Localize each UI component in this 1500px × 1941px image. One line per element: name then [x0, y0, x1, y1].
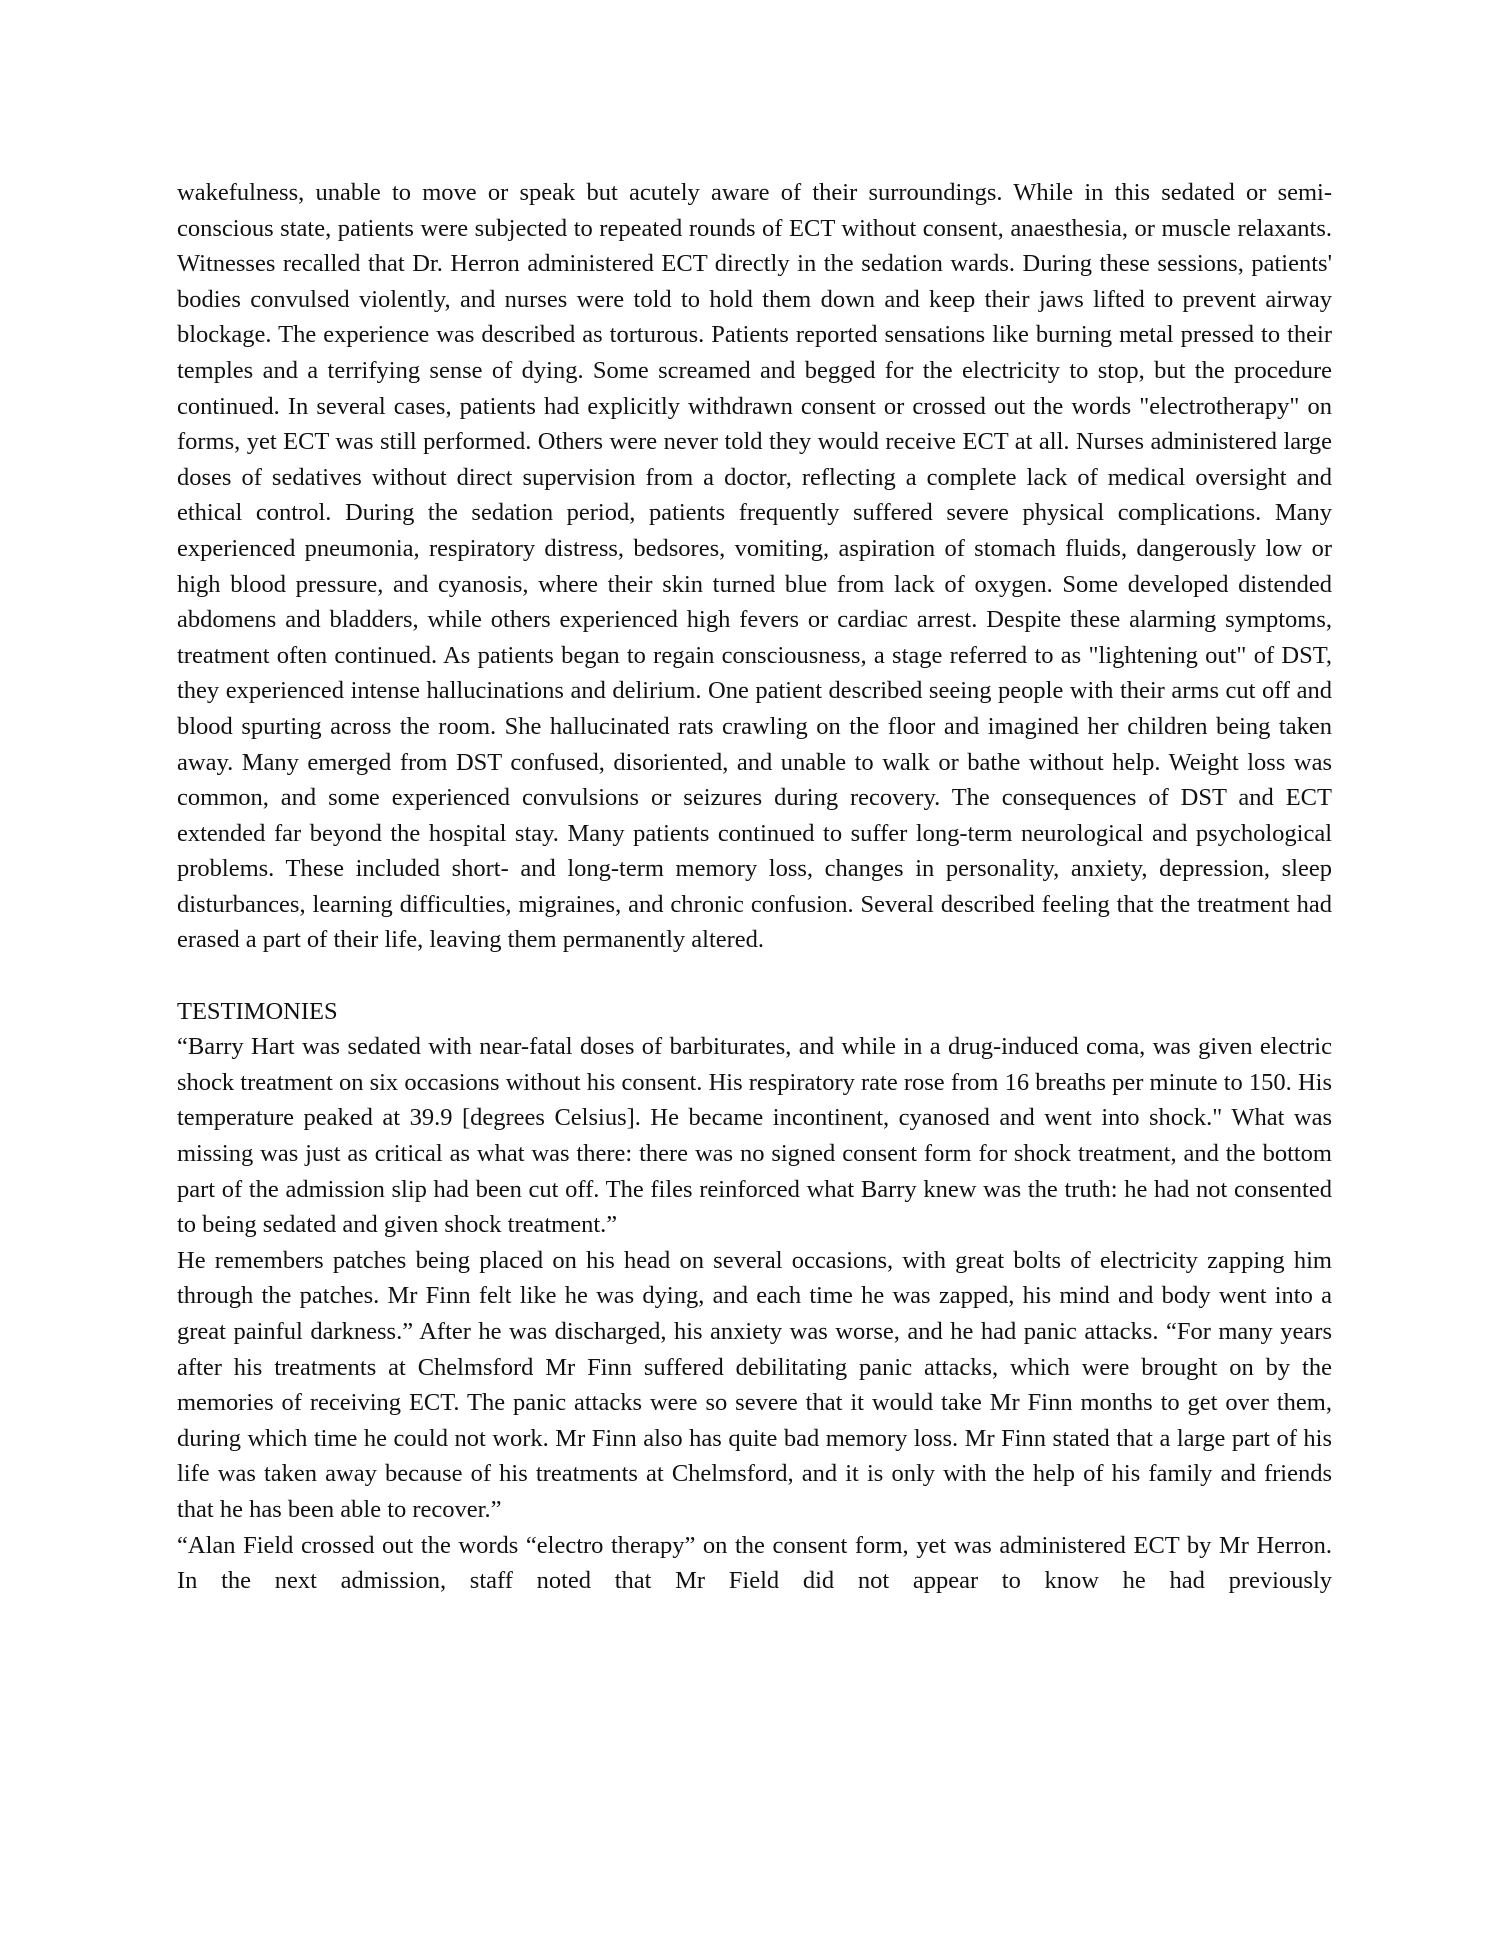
testimony-alan-field: “Alan Field crossed out the words “electro therapy” on the consent form, yet was administered ECT by Mr Herron. In the next admission, staff noted that Mr Field did not appear to know he had previously	[177, 1531, 1332, 1595]
testimony-mr-finn: He remembers patches being placed on his head on several occasions, with great bolts of electricity zapping him through the patches. Mr Finn felt like he was dying, and each time he was zapped, his mind and body went into a great painful darkness.” After he was discharged, his anxiety was worse, and he had panic attacks. “For many years after his treatments at Chelmsford Mr Finn suffered debilitating panic attacks, which were brought on by the memories of receiving ECT. The panic attacks were so severe that it would take Mr Finn months to get over them, during which time he could not work. Mr Finn also has quite bad memory loss. Mr Finn stated that a large part of his life was taken away because of his treatments at Chelmsford, and it is only with the help of his family and friends that he has been able to recover.”	[177, 1246, 1332, 1523]
document-page	[177, 175, 1332, 1599]
testimony-barry-hart: “Barry Hart was sedated with near-fatal doses of barbiturates, and while in a drug-induced coma, was given electric shock treatment on six occasions without his consent. His respiratory rate rose from 16 breaths per minute to 150. His temperature peaked at 39.9 [degrees Celsius]. He became incontinent, cyanosed and went into shock." What was missing was just as critical as what was there: there was no signed consent form for shock treatment, and the bottom part of the admission slip had been cut off. The files reinforced what Barry knew was the truth: he had not consented to being sedated and given shock treatment.”	[177, 1033, 1332, 1239]
body-paragraph: wakefulness, unable to move or speak but acutely aware of their surroundings. While in this sedated or semi-conscious state, patients were subjected to repeated rounds of ECT without consent, anaesthesia, or muscle relaxants. Witnesses recalled that Dr. Herron administered ECT directly in the sedation wards. During these sessions, patients' bodies convulsed violently, and nurses were told to hold them down and keep their jaws lifted to prevent airway blockage. The experience was described as torturous. Patients reported sensations like burning metal pressed to their temples and a terrifying sense of dying. Some screamed and begged for the electricity to stop, but the procedure continued. In several cases, patients had explicitly withdrawn consent or crossed out the words "electrotherapy" on forms, yet ECT was still performed. Others were never told they would receive ECT at all. Nurses administered large doses of sedatives without direct supervision from a doctor, reflecting a complete lack of medical oversight and ethical control. During the sedation period, patients frequently suffered severe physical complications. Many experienced pneumonia, respiratory distress, bedsores, vomiting, aspiration of stomach fluids, dangerously low or high blood pressure, and cyanosis, where their skin turned blue from lack of oxygen. Some developed distended abdomens and bladders, while others experienced high fevers or cardiac arrest. Despite these alarming symptoms, treatment often continued. As patients began to regain consciousness, a stage referred to as "lightening out" of DST, they experienced intense hallucinations and delirium. One patient described seeing people with their arms cut off and blood spurting across the room. She hallucinated rats crawling on the floor and imagined her children being taken away. Many emerged from DST confused, disoriented, and unable to walk or bathe without help. Weight loss was common, and some experienced convulsions or seizures during recovery. The consequences of DST and ECT extended far beyond the hospital stay. Many patients continued to suffer long-term neurological and psychological problems. These included short- and long-term memory loss, changes in personality, anxiety, depression, sleep disturbances, learning difficulties, migraines, and chronic confusion. Several described feeling that the treatment had erased a part of their life, leaving them permanently altered.	[177, 179, 1332, 954]
section-heading-testimonies: TESTIMONIES	[177, 997, 338, 1025]
paragraph-spacer	[177, 958, 1332, 994]
